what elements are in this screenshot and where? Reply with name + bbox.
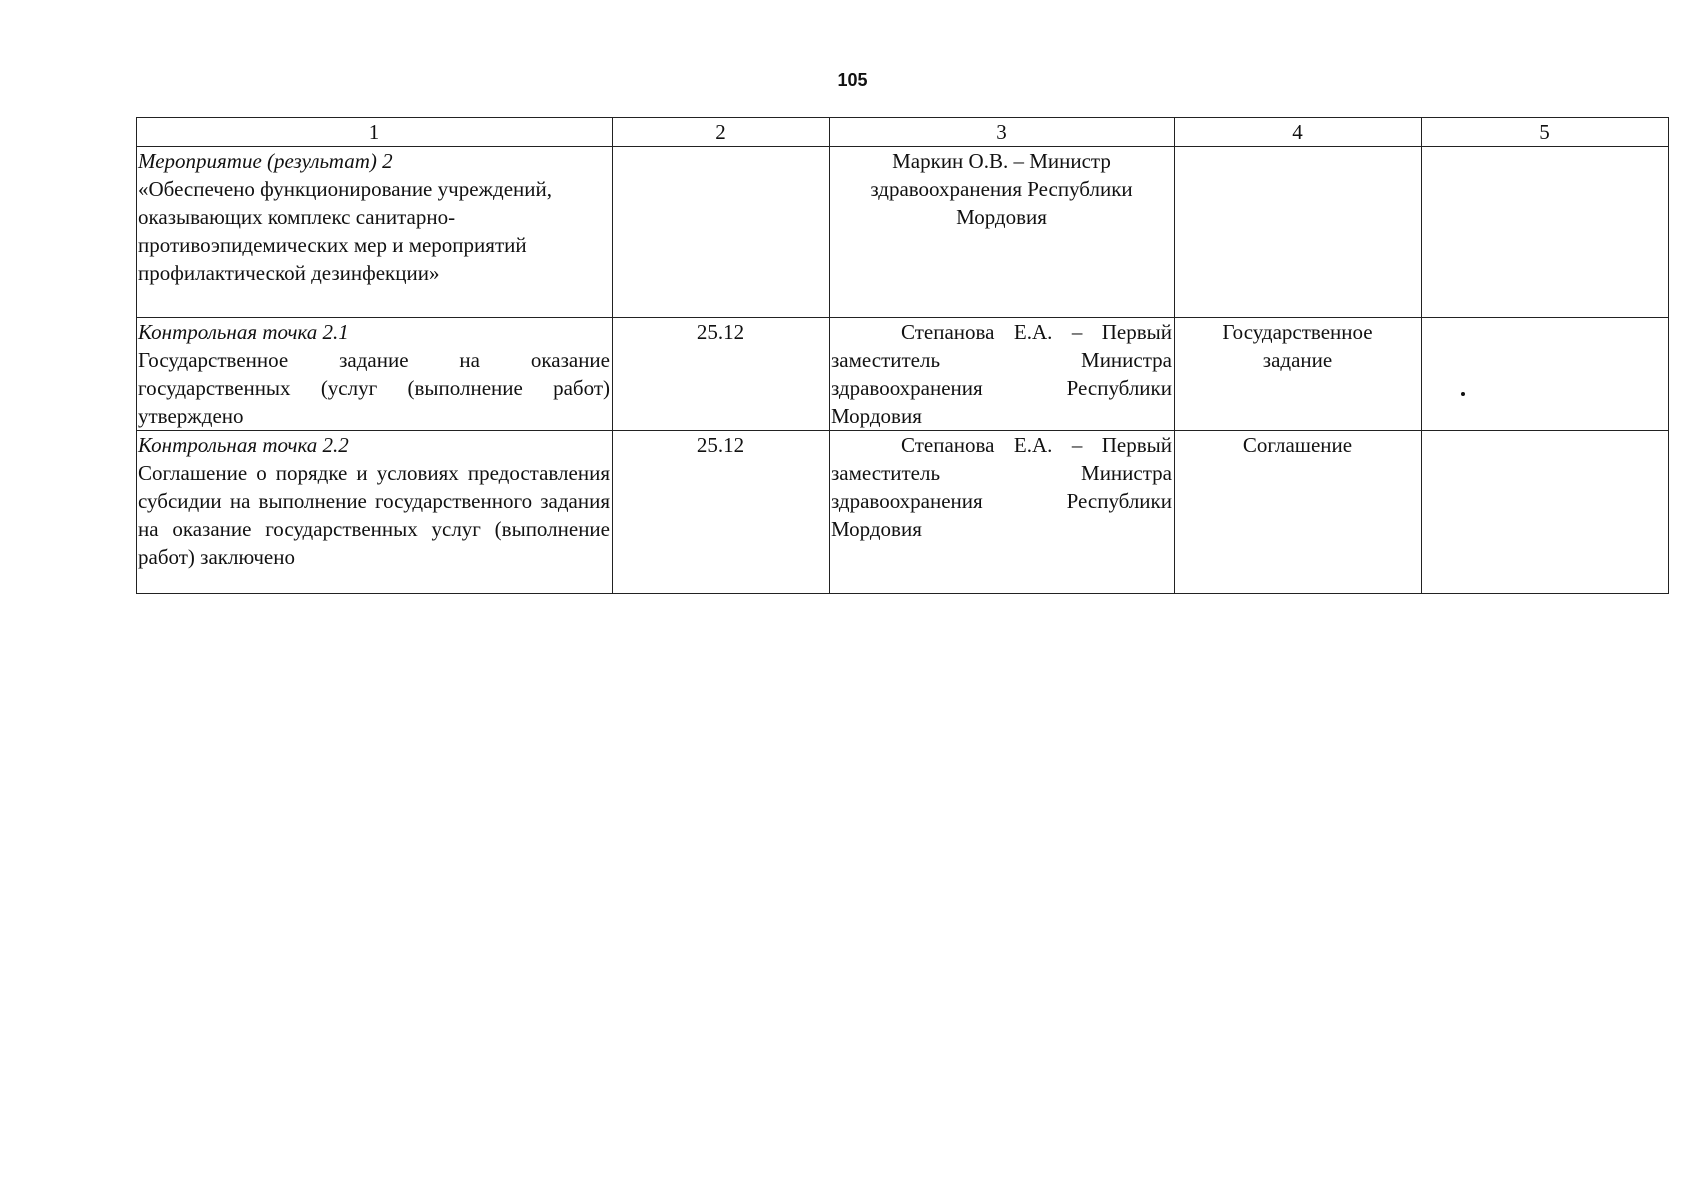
col5-cell: [1422, 431, 1669, 594]
date-cell: 25.12: [613, 431, 830, 594]
column-header: 4: [1175, 118, 1422, 147]
document-text: Государственное задание: [1222, 320, 1373, 372]
document-cell: [1175, 147, 1422, 318]
activity-title: Мероприятие (результат) 2: [138, 149, 393, 173]
col5-cell: [1422, 318, 1669, 431]
responsible-cell: [830, 318, 1175, 431]
control-point-text: Государственное задание на оказание государственных (услуг (выполнение работ) утверждено: [138, 348, 610, 428]
col5-cell: [1422, 147, 1669, 318]
date-cell: 25.12: [613, 318, 830, 431]
activity-cell: [137, 318, 613, 431]
table-row: [137, 147, 1669, 318]
document-cell: [1175, 318, 1422, 431]
control-point-text: Соглашение о порядке и условиях предоставления субсидии на выполнение государственного задания на оказание государственных услуг (выполнение работ) заключено: [138, 461, 610, 569]
responsible-text: Степанова Е.А. – Первый заместитель Министра здравоохранения Республики Мордовия: [831, 433, 1172, 541]
responsible-cell: [830, 431, 1175, 594]
page-number: 105: [837, 70, 868, 90]
responsible-text: Маркин О.В. – Министр здравоохранения Республики Мордовия: [870, 149, 1133, 229]
date-cell: [613, 147, 830, 318]
column-header: 3: [830, 118, 1175, 147]
table-row: [137, 318, 1669, 431]
activity-cell: [137, 147, 613, 318]
column-header: 1: [137, 118, 613, 147]
activity-cell: [137, 431, 613, 594]
activity-text: «Обеспечено функционирование учреждений, оказывающих комплекс санитарно-противоэпидемических мер и мероприятий профилактической дезинфекции»: [138, 177, 552, 285]
responsible-text: Степанова Е.А. – Первый заместитель Министра здравоохранения Республики Мордовия: [831, 320, 1172, 428]
table-header-row: [137, 118, 1669, 147]
column-header: 2: [613, 118, 830, 147]
document-cell: Соглашение: [1175, 431, 1422, 594]
stray-mark: [1461, 392, 1465, 396]
column-header: 5: [1422, 118, 1669, 147]
table-row: [137, 431, 1669, 594]
control-point-title: Контрольная точка 2.1: [138, 320, 349, 344]
control-point-title: Контрольная точка 2.2: [138, 433, 349, 457]
plan-table: [136, 117, 1669, 594]
responsible-cell: [830, 147, 1175, 318]
